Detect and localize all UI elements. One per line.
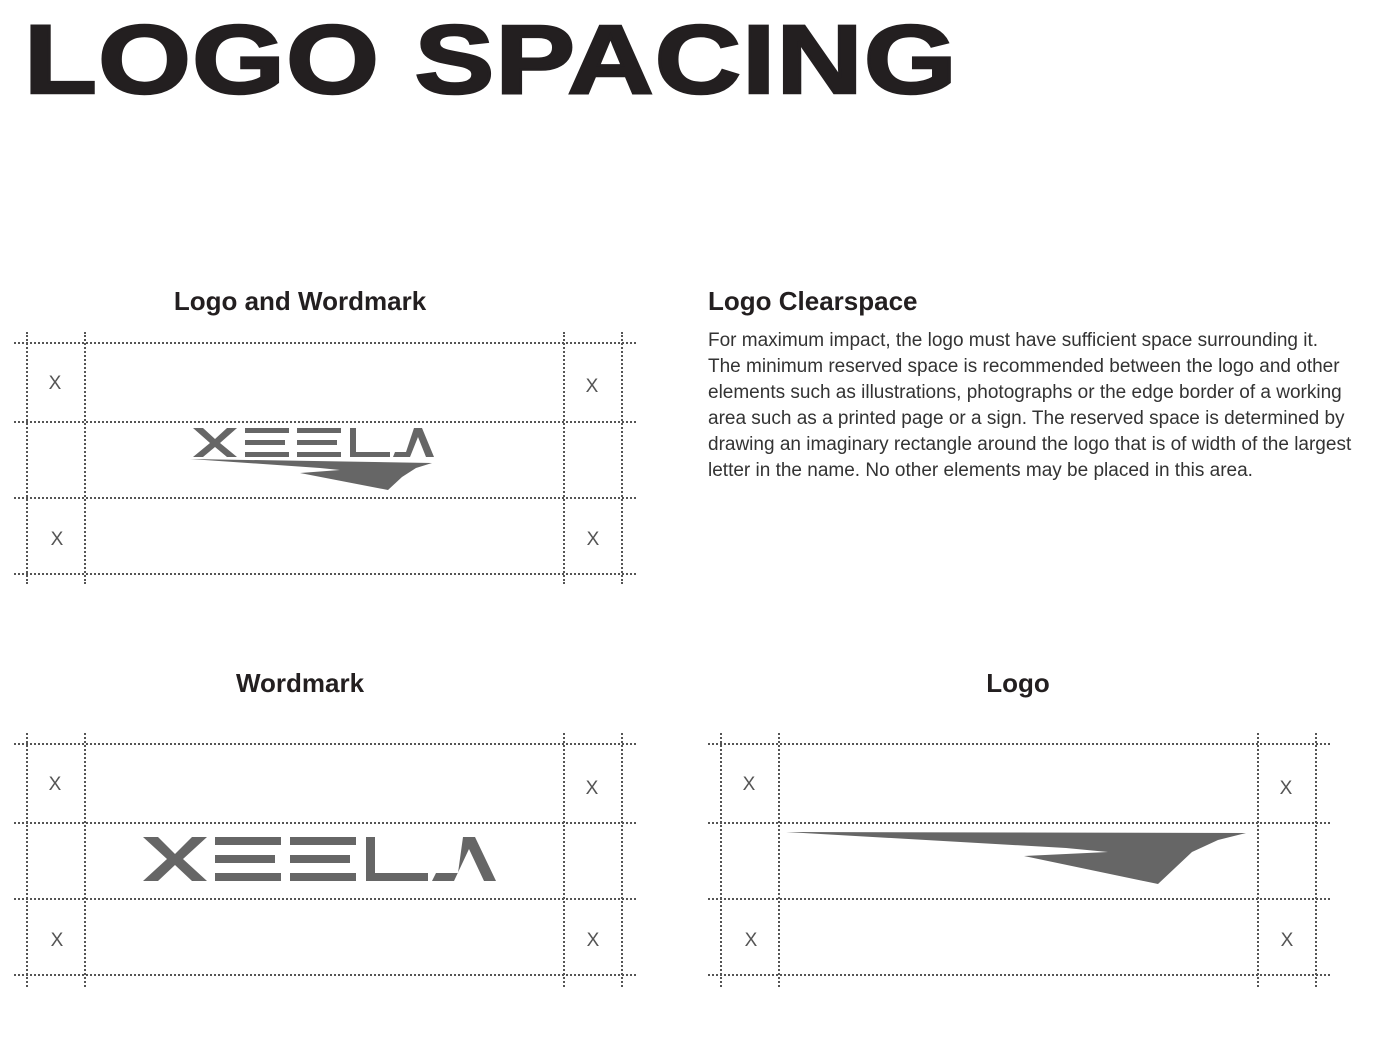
- clearspace-marker: X: [586, 529, 600, 550]
- wordmark-heading: Wordmark: [235, 668, 365, 698]
- clearspace-marker: X: [48, 774, 62, 795]
- clearspace-marker: X: [1279, 778, 1293, 799]
- description-line: The minimum reserved space is recommended between the logo and other: [708, 356, 1340, 377]
- guide-line: [1315, 733, 1317, 987]
- guide-line: [708, 898, 1330, 900]
- description-line: elements such as illustrations, photographs or the edge border of a working: [708, 382, 1342, 403]
- clearspace-marker: X: [50, 529, 64, 550]
- clearspace-marker: X: [48, 373, 62, 394]
- guide-line: [708, 743, 1330, 745]
- clearspace-marker: X: [586, 930, 600, 951]
- guide-line: [708, 822, 1330, 824]
- clearspace-marker: X: [585, 778, 599, 799]
- page-title: LOGO SPACING: [24, 5, 958, 114]
- logo-heading: Logo: [986, 668, 1050, 698]
- xeela-swoosh-icon: [786, 830, 1248, 886]
- clearspace-marker: X: [742, 774, 756, 795]
- clearspace-marker: X: [585, 376, 599, 397]
- description-line: For maximum impact, the logo must have sufficient space surrounding it.: [708, 330, 1319, 351]
- clearspace-marker: X: [744, 930, 758, 951]
- description-line: area such as a printed page or a sign. The reserved space is determined by: [708, 408, 1345, 429]
- description-line: drawing an imaginary rectangle around the logo that is of width of the largest: [708, 434, 1352, 455]
- description-line: letter in the name. No other elements may be placed in this area.: [708, 460, 1253, 481]
- logo-and-wordmark-heading: Logo and Wordmark: [173, 286, 427, 316]
- guide-line: [1257, 733, 1259, 987]
- guide-line: [708, 974, 1330, 976]
- guide-line: [720, 733, 722, 987]
- guide-line: [778, 733, 780, 987]
- clearspace-marker: X: [50, 930, 64, 951]
- clearspace-heading: Logo Clearspace: [708, 286, 918, 316]
- clearspace-marker: X: [1280, 930, 1294, 951]
